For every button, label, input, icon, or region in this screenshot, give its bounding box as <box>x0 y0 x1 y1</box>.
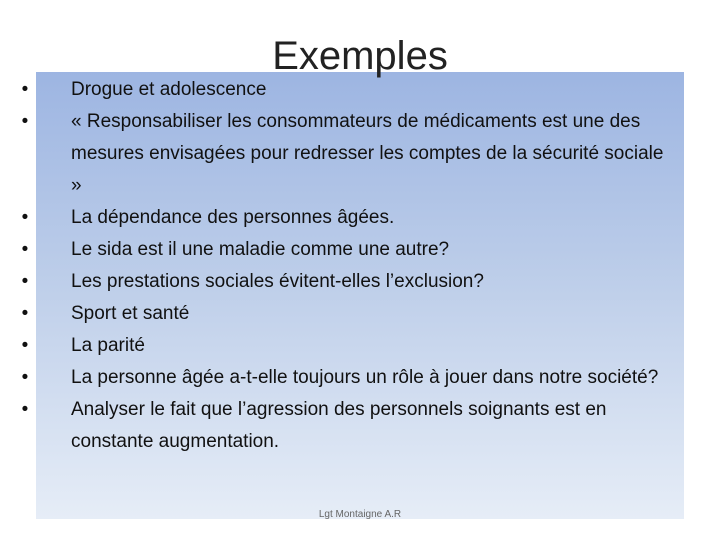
bullet-list <box>14 74 674 458</box>
bullet-item <box>14 74 674 106</box>
bullet-item <box>14 234 674 266</box>
bullet-text: Sport et santé <box>71 303 190 324</box>
bullet-dot-icon: • <box>21 207 29 228</box>
bullet-dot-icon: • <box>21 303 29 324</box>
bullet-item <box>14 330 674 362</box>
bullet-item <box>14 266 674 298</box>
bullet-item <box>14 394 674 458</box>
bullet-dot-icon: • <box>21 335 29 356</box>
slide-title: Exemples <box>272 34 448 78</box>
bullet-text: Analyser le fait que l’agression des personnels soignants est en constante augmentation. <box>71 399 607 452</box>
bullet-dot-icon: • <box>21 79 29 100</box>
bullet-item <box>14 362 674 394</box>
bullet-item <box>14 298 674 330</box>
bullet-text: La personne âgée a-t-elle toujours un rôle à jouer dans notre société? <box>71 367 659 388</box>
bullet-item <box>14 202 674 234</box>
bullet-text: Le sida est il une maladie comme une autre? <box>71 239 450 260</box>
bullet-dot-icon: • <box>21 367 29 388</box>
bullet-text: La dépendance des personnes âgées. <box>71 207 395 228</box>
bullet-dot-icon: • <box>21 111 29 132</box>
bullet-text: « Responsabiliser les consommateurs de médicaments est une des mesures envisagées pour redresser les comptes de la sécurité sociale » <box>71 111 664 196</box>
bullet-text: Les prestations sociales évitent-elles l’exclusion? <box>71 271 484 292</box>
bullet-dot-icon: • <box>21 271 29 292</box>
bullet-dot-icon: • <box>21 399 29 420</box>
bullet-text: Drogue et adolescence <box>71 79 267 100</box>
footer-text: Lgt Montaigne A.R <box>318 509 402 520</box>
bullet-dot-icon: • <box>21 239 29 260</box>
bullet-item <box>14 106 674 202</box>
bullet-text: La parité <box>71 335 145 356</box>
